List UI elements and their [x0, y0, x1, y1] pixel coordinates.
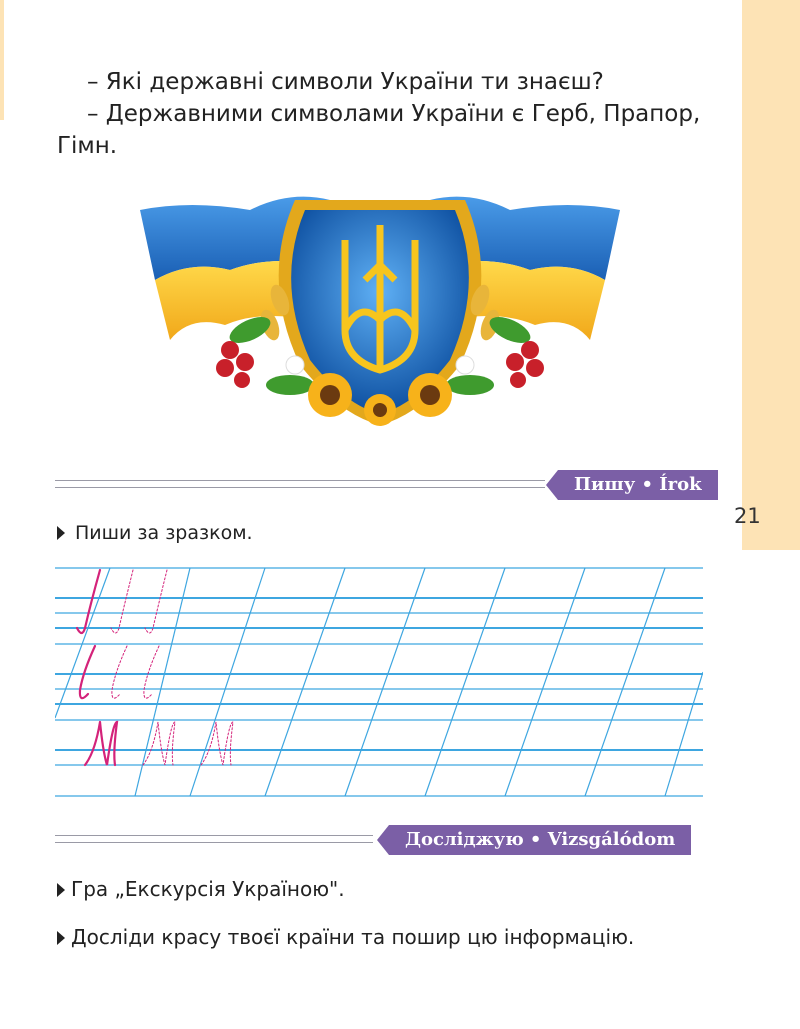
letter-trace-l-2	[144, 646, 159, 698]
letter-sample-el	[85, 722, 117, 765]
section-title-write: Пишу • Írok	[558, 470, 718, 500]
letter-trace-el-2	[201, 722, 233, 765]
left-page-edge	[0, 0, 4, 120]
ukraine-coat-of-arms-icon	[130, 170, 630, 435]
bullet-arrow-icon	[57, 931, 65, 945]
section-title-explore: Досліджую • Vizsgálódom	[389, 825, 691, 855]
side-page-tab	[742, 0, 800, 550]
dialog-question: – Які державні символи України ти знаєш?	[87, 69, 604, 95]
letter-sample-j	[77, 570, 100, 633]
letter-trace-l-1	[112, 646, 127, 698]
letter-trace-j-1	[111, 570, 133, 633]
task-explore-text: Досліди красу твоєї країни та пошир цю інформацію.	[71, 925, 635, 949]
bullet-arrow-icon	[57, 883, 65, 897]
letter-trace-j-2	[145, 570, 167, 633]
letter-sample-l	[80, 646, 95, 698]
task-game-text: Гра „Екскурсія Україною".	[71, 877, 345, 901]
grid-lines	[55, 568, 703, 796]
dialog-answer: – Державними символами України є Герб, Прапор, Гімн.	[57, 101, 701, 159]
page-number: 21	[734, 504, 761, 528]
task-game	[57, 877, 345, 901]
handwriting-grid	[55, 562, 703, 802]
task-write-text: Пиши за зразком.	[75, 522, 253, 544]
task-explore	[57, 925, 634, 949]
bullet-arrow-icon	[57, 526, 65, 540]
task-write	[57, 522, 253, 544]
